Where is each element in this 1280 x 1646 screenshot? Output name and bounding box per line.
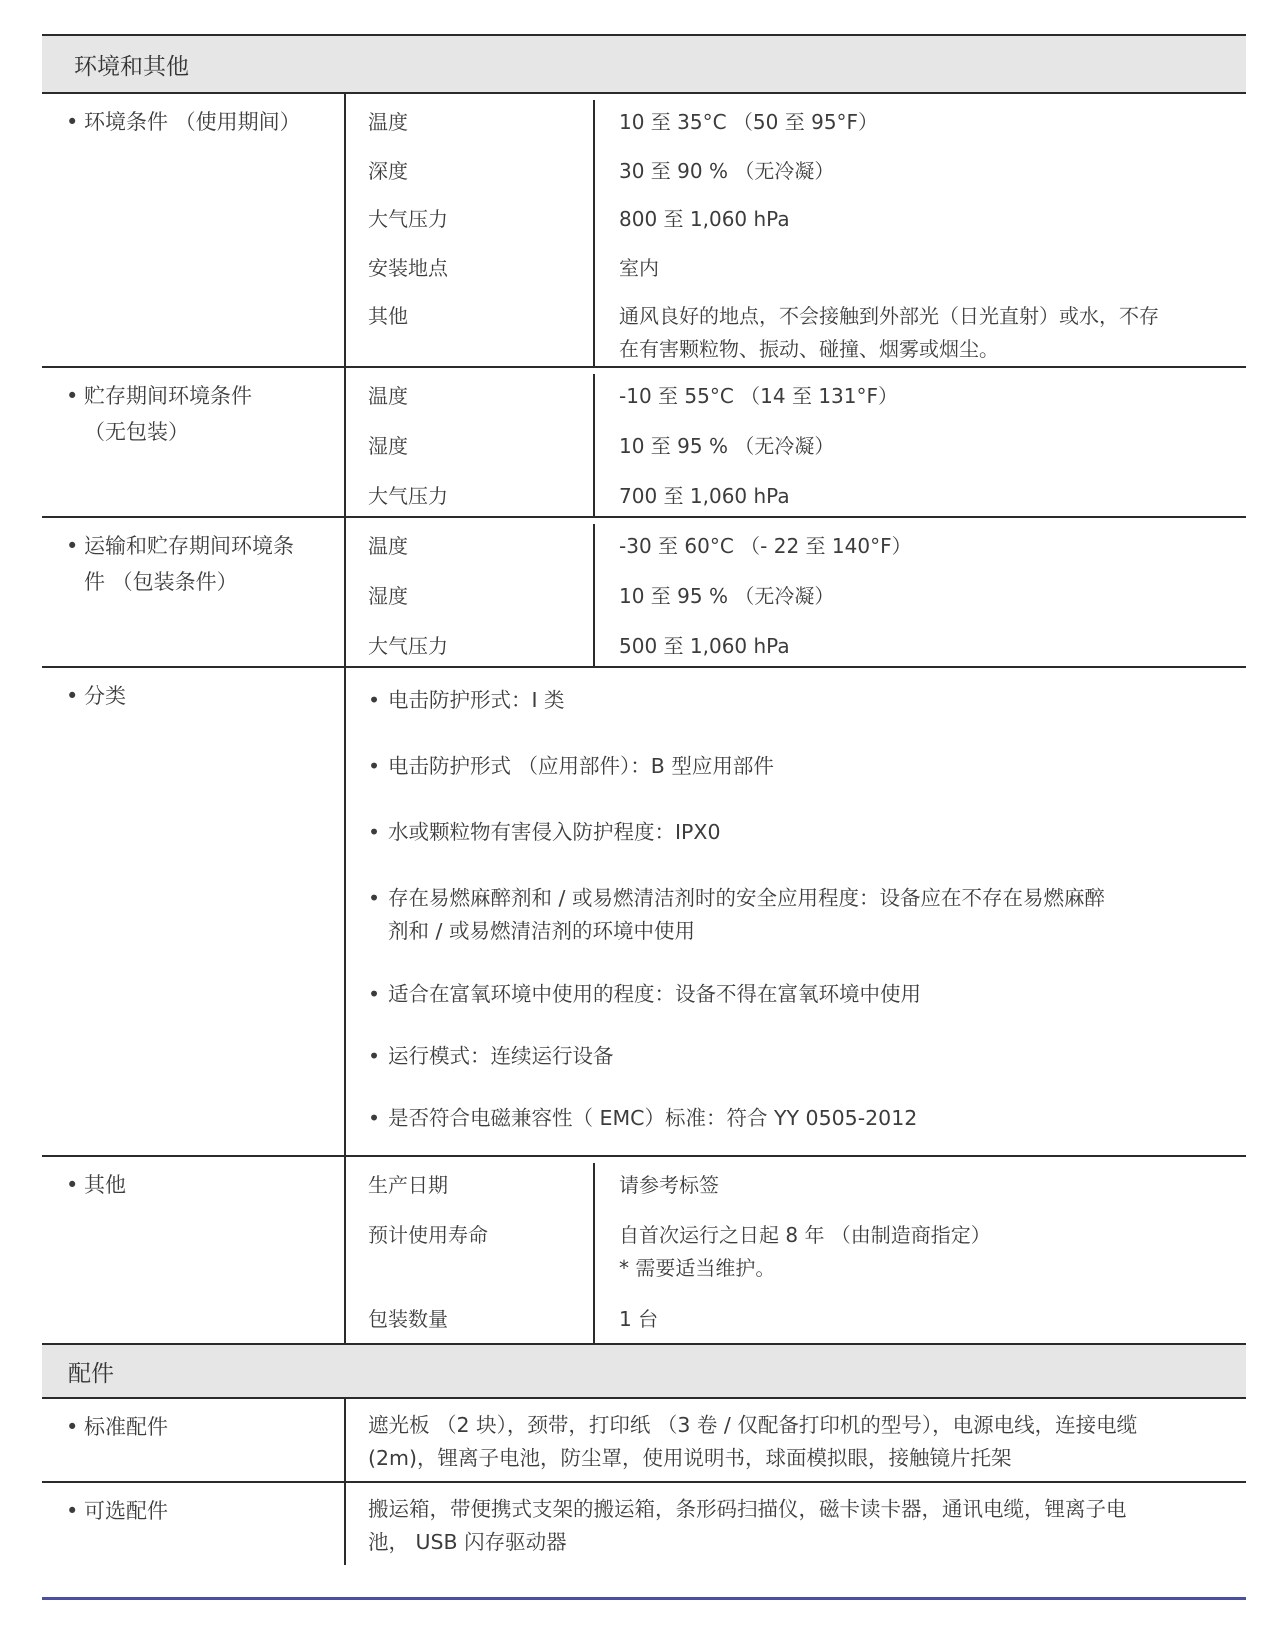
spec-value: 1 台	[619, 1307, 659, 1331]
spec-row	[346, 574, 1246, 624]
spec-row	[346, 294, 1246, 366]
spec-rows	[346, 94, 1246, 366]
group-label-cell	[42, 1399, 346, 1481]
spec-key: 温度	[368, 110, 408, 134]
list-item: • 运行模式：连续运行设备	[368, 1044, 614, 1068]
spec-row	[346, 246, 1246, 295]
spec-key: 深度	[368, 158, 408, 183]
bullet-dot: •	[66, 1499, 79, 1523]
list-item: • 存在易燃麻醉剂和 / 或易燃清洁剂时的安全应用程度：设备应在不存在易燃麻醉 剂和 / 或易燃清洁剂的环境中使用	[368, 886, 1105, 943]
spec-value: 10 至 95 % （无冷凝）	[619, 584, 835, 608]
list-item: • 电击防护形式 （应用部件）：B 型应用部件	[368, 754, 774, 778]
list-item: • 适合在富氧环境中使用的程度：设备不得在富氧环境中使用	[368, 982, 921, 1006]
spec-row	[346, 149, 1246, 198]
spec-value: 室内	[619, 255, 659, 280]
spec-sheet	[42, 34, 1246, 1565]
spec-value: 30 至 90 % （无冷凝）	[619, 158, 835, 183]
spec-value-line2: 在有害颗粒物、振动、碰撞、烟雾或烟尘。	[619, 337, 999, 361]
group-transport-conditions	[42, 518, 1246, 668]
bullet-dot: •	[66, 1415, 79, 1439]
bottom-rule	[42, 1597, 1246, 1600]
bullet-dot: •	[66, 534, 79, 558]
section-header-accessories	[42, 1345, 1246, 1399]
spec-value: 800 至 1,060 hPa	[619, 207, 790, 231]
spec-key: 温度	[368, 384, 408, 408]
group-label-cell	[42, 668, 346, 1155]
spec-value: 700 至 1,060 hPa	[619, 484, 790, 508]
spec-key: 温度	[368, 534, 408, 558]
spec-row	[346, 1163, 1246, 1213]
spec-key: 大气压力	[368, 484, 448, 508]
spec-row	[346, 374, 1246, 424]
spec-key: 包装数量	[368, 1307, 448, 1331]
spec-rows	[346, 518, 1246, 666]
spec-value: 通风良好的地点，不会接触到外部光（日光直射）或水，不存	[619, 304, 1159, 328]
spec-value: 10 至 95 % （无冷凝）	[619, 434, 835, 458]
list-item: • 水或颗粒物有害侵入防护程度：IPX0	[368, 820, 721, 844]
group-label: 其他	[84, 1173, 126, 1197]
spec-value: 请参考标签	[619, 1173, 719, 1197]
group-label-cell	[42, 518, 346, 666]
group-other	[42, 1157, 1246, 1345]
section-title: 环境和其他	[74, 53, 189, 80]
group-label: 分类	[84, 684, 126, 708]
spec-key: 其他	[368, 304, 408, 328]
bullet-dot: •	[66, 110, 79, 134]
spec-row	[346, 1213, 1246, 1297]
spec-key: 大气压力	[368, 207, 448, 231]
spec-row	[346, 197, 1246, 246]
group-storage-conditions	[42, 368, 1246, 518]
spec-value: -30 至 60°C （- 22 至 140°F）	[619, 534, 912, 558]
accessories-text: 搬运箱，带便携式支架的搬运箱，条形码扫描仪，磁卡读卡器，通讯电缆，锂离子电 池， USB 闪存驱动器	[368, 1497, 1127, 1554]
list-item: • 电击防护形式：I 类	[368, 688, 565, 712]
group-label-cell	[42, 1483, 346, 1565]
spec-value: -10 至 55°C （14 至 131°F）	[619, 384, 898, 408]
spec-row	[346, 100, 1246, 149]
spec-key: 湿度	[368, 434, 408, 458]
group-label-cell	[42, 368, 346, 516]
group-label-cell	[42, 1157, 346, 1343]
section-header-environment	[42, 34, 1246, 94]
spec-value-line2: * 需要适当维护。	[619, 1256, 776, 1280]
section-title: 配件	[68, 1360, 114, 1387]
group-optional-accessories	[42, 1483, 1246, 1565]
spec-rows	[346, 368, 1246, 516]
spec-value: 自首次运行之日起 8 年 （由制造商指定）	[619, 1223, 991, 1247]
group-label: 标准配件	[84, 1415, 168, 1439]
spec-key: 大气压力	[368, 634, 448, 658]
bullet-dot: •	[66, 684, 79, 708]
group-classification	[42, 668, 1246, 1157]
accessories-text: 遮光板 （2 块），颈带，打印纸 （3 卷 / 仅配备打印机的型号），电源电线，连接电缆 (2m)，锂离子电池，防尘罩，使用说明书，球面模拟眼，接触镜片托架	[368, 1413, 1138, 1470]
group-label-line2: 件 （包装条件）	[84, 570, 238, 594]
spec-row	[346, 624, 1246, 666]
spec-value: 500 至 1,060 hPa	[619, 634, 790, 658]
group-label: 可选配件	[84, 1499, 168, 1523]
spec-key: 生产日期	[368, 1173, 448, 1197]
spec-key: 湿度	[368, 584, 408, 608]
spec-rows	[346, 1157, 1246, 1343]
bullet-dot: •	[66, 1173, 79, 1197]
bullet-dot: •	[66, 384, 79, 408]
spec-row	[346, 424, 1246, 474]
group-label: 运输和贮存期间环境条	[84, 534, 294, 558]
spec-key: 安装地点	[368, 255, 448, 280]
spec-row	[346, 1297, 1246, 1343]
group-label-cell	[42, 94, 346, 366]
spec-row	[346, 524, 1246, 574]
group-standard-accessories	[42, 1399, 1246, 1483]
group-label: 环境条件 （使用期间）	[84, 110, 301, 134]
spec-row	[346, 474, 1246, 516]
classification-list	[346, 668, 1246, 1155]
list-item: • 是否符合电磁兼容性（ EMC）标准：符合 YY 0505-2012	[368, 1106, 918, 1130]
spec-key: 预计使用寿命	[368, 1223, 488, 1247]
group-operating-conditions	[42, 94, 1246, 368]
group-label-line2: （无包装）	[84, 420, 189, 444]
group-label: 贮存期间环境条件	[84, 384, 252, 408]
spec-value: 10 至 35°C （50 至 95°F）	[619, 110, 879, 134]
